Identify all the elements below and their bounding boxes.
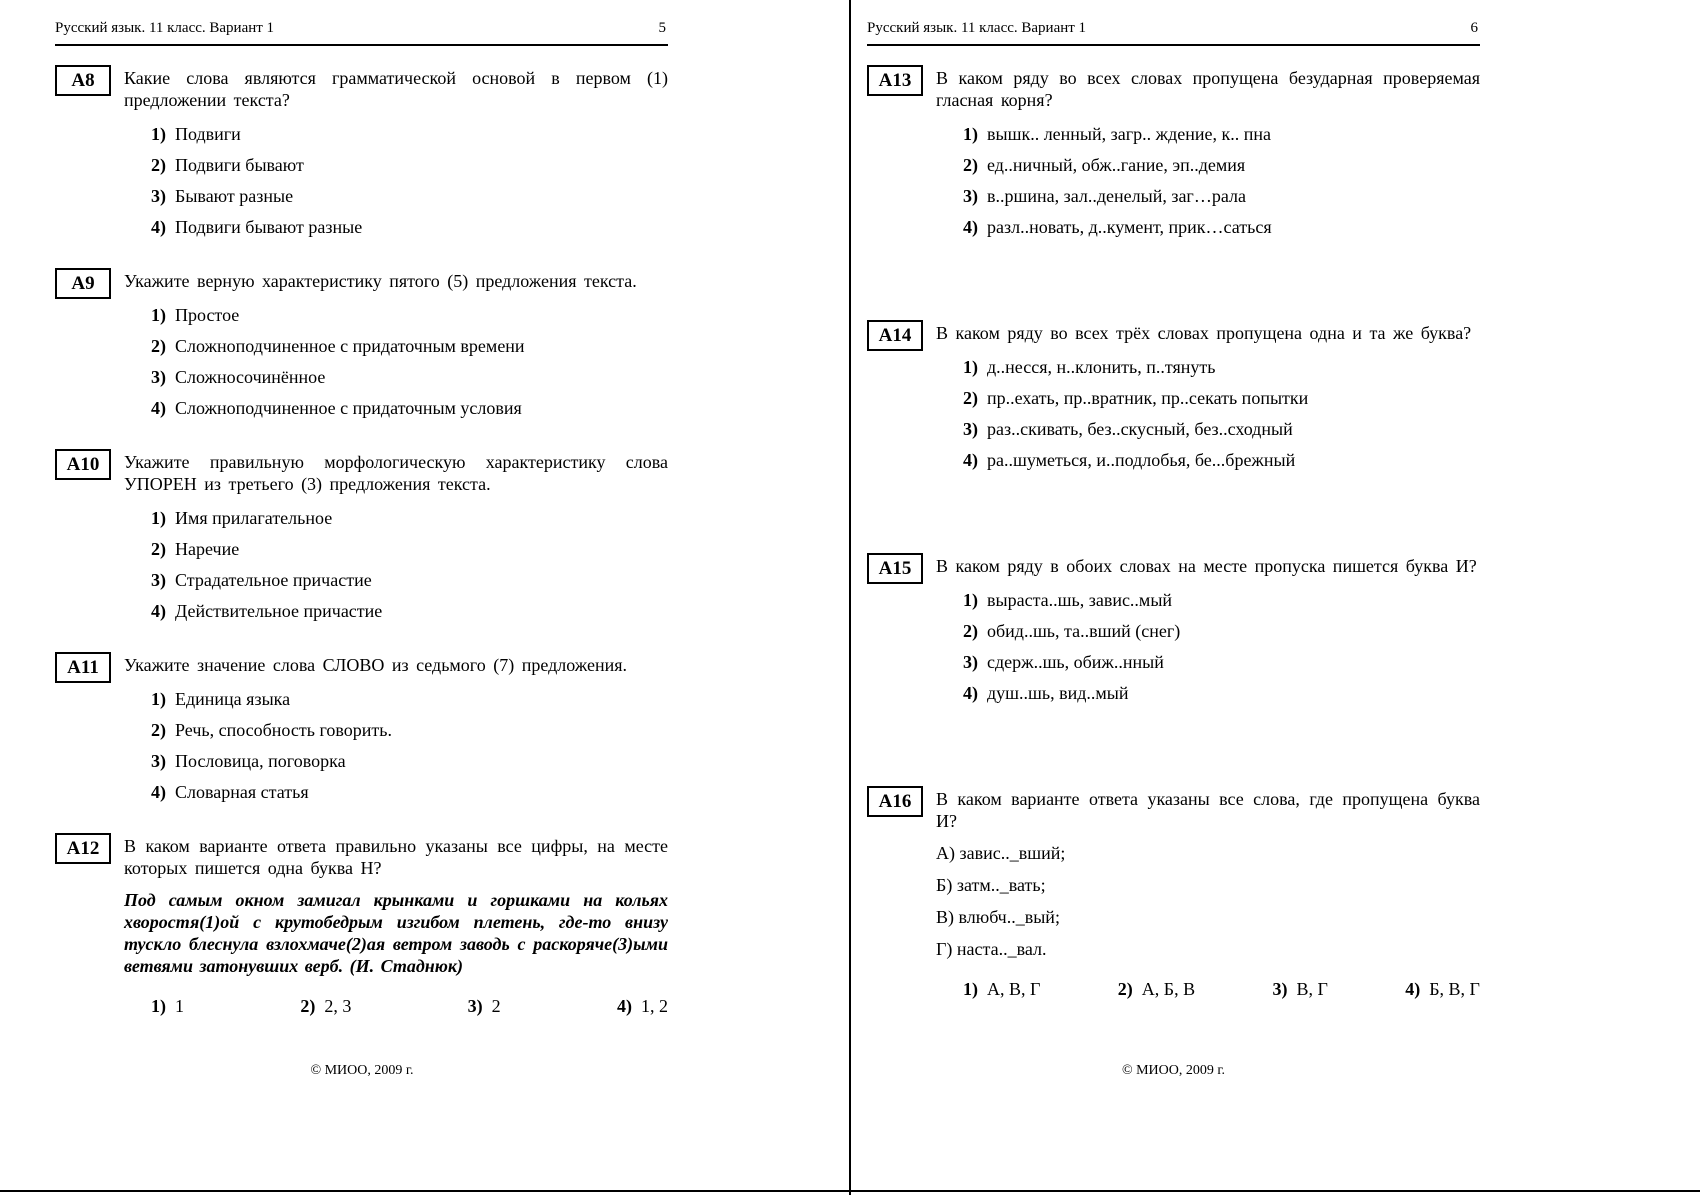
answer-options — [151, 507, 668, 622]
option-text: 1 — [175, 996, 184, 1016]
option-text: Пословица, поговорка — [175, 751, 346, 771]
option-text: Сложноподчиненное с придаточным времени — [175, 336, 525, 356]
option-number: 4) — [1405, 979, 1421, 999]
question-a13 — [867, 64, 1480, 247]
answer-option — [963, 356, 1480, 378]
option-number: 2) — [151, 336, 166, 356]
option-number: 3) — [963, 652, 978, 672]
header-title: Русский язык. 11 класс. Вариант 1 — [55, 20, 275, 36]
answer-option — [151, 304, 668, 326]
option-text: Единица языка — [175, 689, 291, 709]
question-text: В каком варианте ответа правильно указаны все цифры, на месте которых пишется одна буква Н? — [124, 836, 668, 878]
answer-option — [963, 682, 1480, 704]
option-number: 3) — [151, 751, 166, 771]
option-text: вышк.. ленный, загр.. ждение, к.. пна — [987, 124, 1271, 144]
question-label: А8 — [55, 65, 111, 96]
answer-option — [151, 123, 668, 145]
answer-options — [963, 123, 1480, 238]
answer-option — [1405, 978, 1480, 1000]
page-6 — [851, 0, 1700, 1195]
page-5 — [0, 0, 849, 1195]
option-number: 1) — [151, 508, 166, 528]
lettered-item: Б) затм.._вать; — [936, 875, 1046, 895]
question-text: Какие слова являются грамматической основой в первом (1) предложении текста? — [124, 68, 668, 110]
questions-list — [867, 46, 1480, 1000]
answer-option — [151, 600, 668, 622]
option-number: 4) — [151, 782, 166, 802]
answer-option — [151, 335, 668, 357]
answer-option — [963, 978, 1040, 1000]
option-number: 2) — [151, 155, 166, 175]
answer-option — [151, 397, 668, 419]
option-number: 2) — [1117, 979, 1133, 999]
option-text: В, Г — [1296, 979, 1328, 999]
question-body — [124, 64, 668, 247]
option-text: Речь, способность говорить. — [175, 720, 392, 740]
option-number: 1) — [151, 996, 166, 1016]
question-a11 — [55, 651, 668, 812]
option-number: 4) — [963, 450, 978, 470]
option-number: 1) — [151, 689, 166, 709]
option-text: Б, В, Г — [1429, 979, 1480, 999]
answer-option — [617, 995, 668, 1017]
header-title: Русский язык. 11 класс. Вариант 1 — [867, 20, 1087, 36]
answer-option — [151, 507, 668, 529]
answer-option — [151, 216, 668, 238]
question-body — [936, 785, 1480, 1000]
option-number: 1) — [963, 124, 978, 144]
answer-options — [963, 356, 1480, 471]
answer-option — [963, 620, 1480, 642]
answer-options — [151, 688, 668, 803]
question-body — [124, 267, 668, 428]
option-number: 2) — [963, 621, 978, 641]
answer-options — [963, 589, 1480, 704]
answer-options — [151, 995, 668, 1017]
question-body — [936, 552, 1480, 713]
question-label: А12 — [55, 833, 111, 864]
option-text: Подвиги — [175, 124, 241, 144]
option-number: 3) — [151, 367, 166, 387]
question-label: А16 — [867, 786, 923, 817]
answer-option — [151, 688, 668, 710]
question-label: А15 — [867, 553, 923, 584]
option-number: 4) — [151, 601, 166, 621]
page-footer: © МИОО, 2009 г. — [310, 1063, 414, 1078]
option-number: 4) — [151, 217, 166, 237]
option-text: Действительное причастие — [175, 601, 383, 621]
question-a12 — [55, 832, 668, 1017]
question-a16 — [867, 785, 1480, 1000]
option-number: 2) — [963, 155, 978, 175]
option-number: 4) — [616, 996, 632, 1016]
option-text: обид..шь, та..вший (снег) — [987, 621, 1181, 641]
question-label: А11 — [55, 652, 111, 683]
answer-option — [151, 995, 184, 1017]
page-number: 5 — [658, 20, 666, 36]
option-text: Страдательное причастие — [175, 570, 372, 590]
question-body — [124, 651, 668, 812]
option-text: сдерж..шь, обиж..нный — [987, 652, 1164, 672]
answer-option — [300, 995, 351, 1017]
answer-option — [468, 995, 501, 1017]
answer-option — [1272, 978, 1327, 1000]
question-text: Укажите значение слова СЛОВО из седьмого (7) предложения. — [124, 655, 628, 675]
page-number: 6 — [1470, 20, 1478, 36]
page-header — [867, 14, 1480, 46]
option-text: душ..шь, вид..мый — [987, 683, 1129, 703]
option-text: Бывают разные — [175, 186, 294, 206]
option-number: 3) — [151, 570, 166, 590]
answer-option — [963, 216, 1480, 238]
option-text: Подвиги бывают — [175, 155, 304, 175]
option-number: 4) — [963, 217, 978, 237]
option-number: 1) — [963, 357, 978, 377]
answer-option — [963, 185, 1480, 207]
option-number: 1) — [151, 305, 166, 325]
page-header — [55, 14, 668, 46]
option-number: 2) — [151, 720, 166, 740]
lettered-item: Г) наста.._вал. — [936, 939, 1047, 959]
answer-option — [963, 123, 1480, 145]
option-text: разл..новать, д..кумент, прик…саться — [987, 217, 1272, 237]
question-label: А10 — [55, 449, 111, 480]
option-number: 2) — [963, 388, 978, 408]
question-a14 — [867, 319, 1480, 480]
page-footer: © МИОО, 2009 г. — [1121, 1063, 1226, 1078]
option-number: 4) — [963, 683, 978, 703]
answer-option — [151, 569, 668, 591]
option-text: 2 — [491, 996, 501, 1016]
question-label: А13 — [867, 65, 923, 96]
option-number: 3) — [151, 186, 166, 206]
question-text: В каком ряду во всех словах пропущена безударная проверяемая гласная корня? — [936, 68, 1480, 110]
question-text: В каком варианте ответа указаны все слова, где пропущена буква И? — [936, 789, 1480, 831]
option-text: Подвиги бывают разные — [175, 217, 363, 237]
question-a15 — [867, 552, 1480, 713]
option-text: Имя прилагательное — [175, 508, 333, 528]
answer-option — [963, 418, 1480, 440]
option-number: 3) — [1272, 979, 1288, 999]
option-number: 1) — [963, 979, 978, 999]
question-text: Укажите правильную морфологическую характеристику слова УПОРЕН из третьего (3) предложения текста. — [124, 452, 668, 494]
option-text: 1, 2 — [640, 996, 668, 1016]
answer-option — [151, 366, 668, 388]
question-a10 — [55, 448, 668, 631]
option-text: Наречие — [175, 539, 240, 559]
option-text: Сложносочинённое — [175, 367, 326, 387]
option-text: А, Б, В — [1141, 979, 1196, 999]
option-text: пр..ехать, пр..вратник, пр..секать попытки — [987, 388, 1309, 408]
question-a8 — [55, 64, 668, 247]
option-number: 1) — [151, 124, 166, 144]
question-text: Укажите верную характеристику пятого (5) предложения текста. — [124, 271, 637, 291]
answer-option — [963, 154, 1480, 176]
option-number: 3) — [963, 419, 978, 439]
question-label: А14 — [867, 320, 923, 351]
answer-options — [151, 304, 668, 419]
question-a9 — [55, 267, 668, 428]
answer-option — [151, 750, 668, 772]
answer-option — [963, 589, 1480, 611]
answer-options — [151, 123, 668, 238]
option-number: 3) — [963, 186, 978, 206]
question-text: В каком ряду во всех трёх словах пропущена одна и та же буква? — [936, 323, 1472, 343]
question-body — [936, 64, 1480, 247]
question-body — [124, 448, 668, 631]
option-text: ра..шуметься, и..подлобья, бе...брежный — [987, 450, 1296, 470]
answer-option — [963, 387, 1480, 409]
option-text: раз..скивать, без..скусный, без..сходный — [987, 419, 1293, 439]
option-text: в..ршина, зал..денелый, заг…рала — [987, 186, 1246, 206]
option-number: 3) — [467, 996, 483, 1016]
option-text: 2, 3 — [324, 996, 352, 1016]
answer-option — [151, 185, 668, 207]
option-number: 4) — [151, 398, 166, 418]
answer-option — [151, 538, 668, 560]
answer-option — [1118, 978, 1195, 1000]
answer-option — [151, 719, 668, 741]
option-text: А, В, Г — [987, 979, 1041, 999]
question-body — [124, 832, 668, 1017]
lettered-item: А) завис.._вший; — [936, 843, 1066, 863]
questions-list — [55, 46, 668, 1017]
answer-options — [963, 978, 1480, 1000]
answer-option — [963, 449, 1480, 471]
option-number: 2) — [300, 996, 316, 1016]
option-text: выраста..шь, завис..мый — [987, 590, 1173, 610]
option-number: 2) — [151, 539, 166, 559]
answer-option — [151, 781, 668, 803]
option-number: 1) — [963, 590, 978, 610]
question-text: В каком ряду в обоих словах на месте пропуска пишется буква И? — [936, 556, 1477, 576]
option-text: Словарная статья — [175, 782, 309, 802]
option-text: Простое — [175, 305, 240, 325]
lettered-item: В) влюбч.._вый; — [936, 907, 1060, 927]
option-text: Сложноподчиненное с придаточным условия — [175, 398, 522, 418]
answer-option — [151, 154, 668, 176]
answer-option — [963, 651, 1480, 673]
question-label: А9 — [55, 268, 111, 299]
question-body — [936, 319, 1480, 480]
option-text: д..несся, н..клонить, п..тянуть — [987, 357, 1216, 377]
question-passage: Под самым окном замигал крынками и горшками на кольях хворостя(1)ой с крутобедрым изгибом плетень, где-то внизу тускло блеснула взлохмаче(2)ая ветром заводь с раскоряче(3)ыми ветвями затонувших верб. (И. Стаднюк) — [124, 890, 668, 976]
option-text: ед..ничный, обж..гание, эп..демия — [987, 155, 1246, 175]
